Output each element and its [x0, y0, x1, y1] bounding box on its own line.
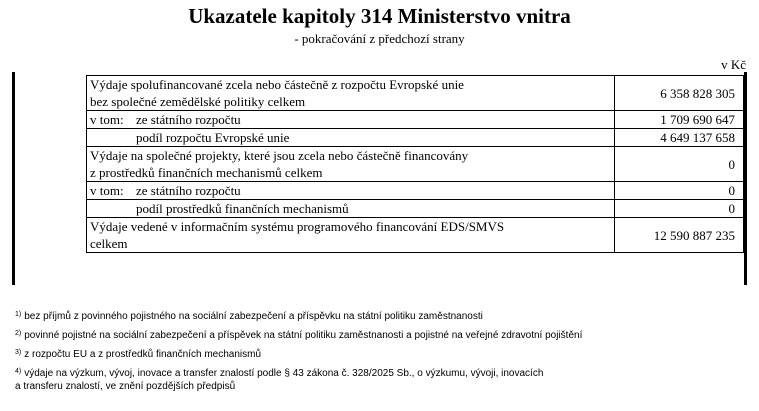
row-label-text: podíl rozpočtu Evropské unie — [136, 130, 290, 145]
row-value: 0 — [615, 182, 744, 200]
row-value: 0 — [615, 147, 744, 182]
right-border-bar — [744, 72, 747, 285]
row-label-line: z prostředků finančních mechanismů celkem — [90, 165, 323, 180]
budget-table — [86, 75, 744, 253]
table-row — [87, 111, 744, 129]
table-row — [87, 147, 744, 182]
row-prefix: v tom: — [90, 183, 124, 198]
footnote-text: z rozpočtu EU a z prostředků finančních mechanismů — [24, 349, 262, 360]
row-prefix: v tom: — [90, 112, 124, 127]
footnote-text: povinné pojistné na sociální zabezpečení a příspěvek na státní politiku zaměstnanosti a pojistné na veřejné zdravotní pojištění — [24, 330, 583, 341]
row-label — [87, 182, 615, 200]
footnote-text-continued: a transferu znalostí, ve znění pozdějších předpisů — [15, 381, 236, 392]
row-value: 6 358 828 305 — [615, 76, 744, 111]
row-label-line: Výdaje na společné projekty, které jsou zcela nebo částečně financovány — [90, 148, 469, 163]
table-row — [87, 76, 744, 111]
page-title: Ukazatele kapitoly 314 Ministerstvo vnitra — [188, 4, 571, 28]
footnote — [15, 310, 745, 323]
footnote — [15, 329, 745, 342]
row-value: 4 649 137 658 — [615, 129, 744, 147]
row-label-line: celkem — [90, 236, 128, 251]
row-label-text: ze státního rozpočtu — [136, 112, 241, 127]
row-label — [87, 200, 615, 218]
table-row — [87, 218, 744, 253]
row-value: 0 — [615, 200, 744, 218]
row-label — [87, 111, 615, 129]
page-subtitle: - pokračování z předchozí strany — [294, 31, 465, 46]
row-label — [87, 218, 615, 253]
table-row — [87, 129, 744, 147]
table-row — [87, 200, 744, 218]
footnote-text: výdaje na výzkum, vývoj, inovace a transfer znalostí podle § 43 zákona č. 328/2025 Sb., o výzkumu, vývoji, inovacích — [24, 368, 544, 379]
row-label-line: bez společné zemědělské politiky celkem — [90, 94, 306, 109]
footnotes — [15, 310, 745, 399]
footnote-number: 1) — [15, 311, 22, 318]
row-label-text: ze státního rozpočtu — [136, 183, 241, 198]
row-label — [87, 129, 615, 147]
footnote — [15, 367, 745, 393]
row-label-line: Výdaje spolufinancované zcela nebo částečně z rozpočtu Evropské unie — [90, 77, 464, 92]
row-label-text: podíl prostředků finančních mechanismů — [136, 201, 349, 216]
unit-label: v Kč — [721, 57, 746, 72]
table-row — [87, 182, 744, 200]
row-label — [87, 76, 615, 111]
footnote — [15, 348, 745, 361]
row-label-line: Výdaje vedené v informačním systému programového financování EDS/SMVS — [90, 219, 505, 234]
left-border-bar — [12, 72, 15, 285]
footnote-number: 3) — [15, 349, 22, 356]
row-label — [87, 147, 615, 182]
row-value: 1 709 690 647 — [615, 111, 744, 129]
footnote-number: 2) — [15, 330, 22, 337]
footnote-text: bez příjmů z povinného pojistného na sociální zabezpečení a příspěvku na státní politiku zaměstnanosti — [24, 311, 483, 322]
footnote-number: 4) — [15, 368, 22, 375]
row-value: 12 590 887 235 — [615, 218, 744, 253]
